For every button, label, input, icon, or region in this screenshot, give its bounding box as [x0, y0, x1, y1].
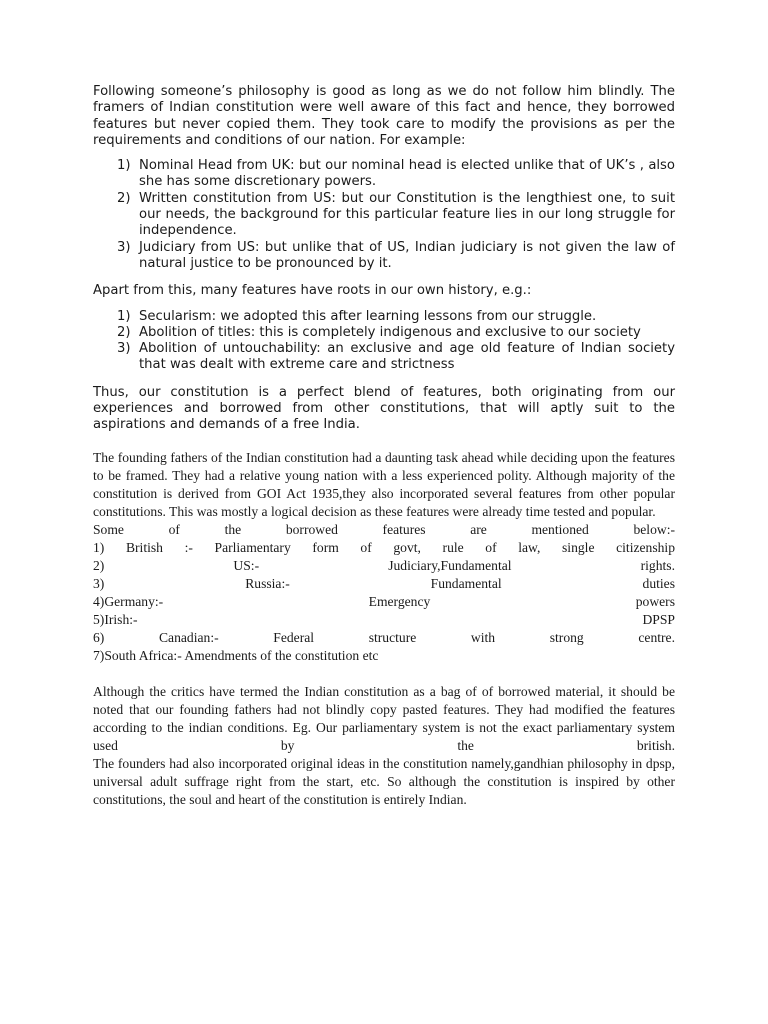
conclusion-paragraph: Thus, our constitution is a perfect blend of features, both originating from our experiences and borrowed from other constitutions, that will aptly suit to the aspirations and demands of a free India. [93, 384, 675, 433]
list-text: Secularism: we adopted this after learning lessons from our struggle. [139, 308, 597, 324]
feature-line-last: 7)South Africa:- Amendments of the constitution etc [93, 647, 379, 663]
list-text: Written constitution from US: but our Constitution is the lengthiest one, to suit our needs, the background for this particular feature lies in our long struggle for independence. [139, 190, 675, 239]
feature-line: 5)Irish:- DPSP [93, 611, 675, 627]
list-text: Abolition of untouchability: an exclusive and age old feature of Indian society that was dealt with extreme care and strictness [139, 341, 675, 373]
list-item [117, 240, 675, 273]
intro-paragraph: Following someone’s philosophy is good as long as we do not follow him blindly. The framers of Indian constitution were well aware of this fact and hence, they borrowed features but never copied them. They took care to modify the provisions as per the requirements and conditions of our nation. For example: [93, 84, 675, 148]
list-item [117, 325, 675, 341]
list-number: 2) [117, 324, 131, 340]
list-item [117, 341, 675, 374]
list-item [117, 191, 675, 240]
feature-line: 2) US:- Judiciary,Fundamental rights. [93, 557, 675, 573]
feature-line: 6) Canadian:- Federal structure with strong centre. [93, 629, 675, 645]
critics-paragraph: Although the critics have termed the Indian constitution as a bag of of borrowed material, it should be noted that our founding fathers had not blindly copy pasted features. They had modified the features according to the indian conditions. Eg. Our parliamentary system is not the exact parliamentary system used by the british. [93, 683, 675, 753]
list-number: 3) [117, 341, 131, 357]
founding-fathers-paragraph: The founding fathers of the Indian constitution had a daunting task ahead while deciding upon the features to be framed. They had a relative young nation with a less experienced polity. Although majority of the constitution is derived from GOI Act 1935,they also incorporated several features from other popular constitutions. This was mostly a logical decision as these features were already time tested and popular. [93, 449, 675, 519]
feature-line: 1) British :- Parliamentary form of govt, rule of law, single citizenship [93, 539, 675, 555]
borrowed-examples-list [93, 158, 675, 272]
apart-paragraph: Apart from this, many features have roots in our own history, e.g.: [93, 283, 532, 299]
list-number: 1) [117, 308, 131, 324]
list-item [117, 158, 675, 191]
section-founding-fathers-serif [93, 449, 675, 809]
list-number: 2) [117, 190, 131, 206]
list-number: 3) [117, 239, 131, 255]
list-item [117, 309, 675, 325]
section-borrowed-features-sans [93, 84, 675, 434]
founders-paragraph: The founders had also incorporated original ideas in the constitution namely,gandhian philosophy in dpsp, universal adult suffrage right from the start, etc. So although the constitution is inspired by other constitutions, the soul and heart of the constitution is entirely Indian. [93, 755, 675, 807]
document-page [93, 84, 675, 809]
list-text: Abolition of titles: this is completely indigenous and exclusive to our society [139, 324, 641, 340]
indigenous-features-list [93, 309, 675, 374]
borrowed-features-intro: Some of the borrowed features are mentioned below:- [93, 521, 675, 537]
list-text: Judiciary from US: but unlike that of US, Indian judiciary is not given the law of natural justice to be pronounced by it. [139, 239, 675, 271]
list-number: 1) [117, 158, 131, 174]
feature-line: 3) Russia:- Fundamental duties [93, 575, 675, 591]
feature-line: 4)Germany:- Emergency powers [93, 593, 675, 609]
list-text: Nominal Head from UK: but our nominal head is elected unlike that of UK’s , also she has some discretionary powers. [139, 158, 675, 190]
